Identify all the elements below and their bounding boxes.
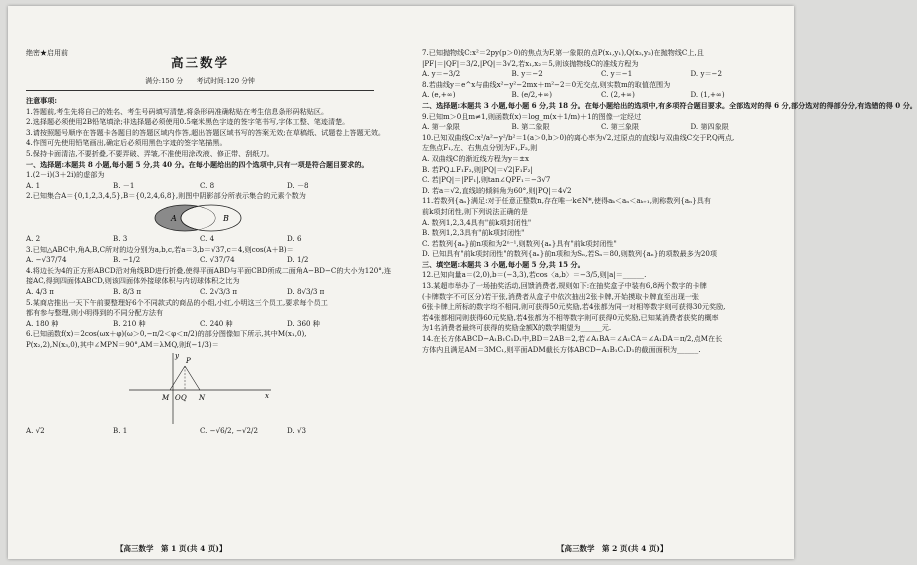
- options-row: [26, 181, 374, 192]
- option: A. √2: [26, 426, 45, 436]
- option: D. 360 种: [287, 318, 320, 328]
- question-stem: 14.在长方体ABCD−A₁B₁C₁D₁中,BD＝2AB＝2,若∠A₁BA＝∠A₁CA＝∠A₁DA＝π/2,点M在长: [422, 334, 723, 344]
- option: D. 6: [287, 233, 302, 243]
- option: D. 8√3/3 π: [287, 286, 325, 296]
- question-stem: P(x₂,2),N(x₃,0),其中∠MPN＝90°,AM＝λMQ,则f(−1/3)＝: [26, 339, 219, 349]
- option: C. 若|PQ|＝|PF₁|,则tan∠QPF₁＝−3√7: [422, 175, 551, 185]
- question: [422, 334, 780, 355]
- question-stem: (卡牌数字不可区分)若干张,消费者从盒子中依次抽出2张卡牌,开始摸取卡牌直至出现一张: [422, 291, 700, 301]
- options-row: [26, 319, 374, 330]
- notice-item: 5.保持卡面清洁,不要折叠,不要弄破、弄皱,不准使用涂改液、修正带、刮纸刀。: [26, 148, 274, 158]
- graph-label: N: [199, 394, 206, 403]
- option: A. y＝−3/2: [422, 69, 461, 79]
- question-stem: 4.将边长为4的正方形ABCD沿对角线BD进行折叠,使得平面ABD与平面CBD所成二面角A−BD−C的大小为120°,连: [26, 265, 392, 275]
- question-stem: 都有参与整理,则小明得到的不同分配方法有: [26, 308, 164, 318]
- options-row: [26, 287, 374, 298]
- question-stem: 若4张都相同则获得60元奖励,若4张都为不相等数字则可获得0元奖励,已知某消费者获奖的概率: [422, 312, 719, 322]
- option: C. 240 种: [200, 318, 233, 328]
- option: D. 若a＝√2,直线l的倾斜角为60°,则|PQ|＝4√2: [422, 185, 572, 195]
- question: [26, 298, 374, 330]
- question: [26, 329, 374, 437]
- exam-title: 高三数学: [170, 55, 229, 70]
- question: [26, 245, 374, 266]
- option: B. －1: [113, 180, 135, 190]
- question-stem: 5.某商店推出一天下午前要整理好6个不同款式的商品的小组,小红,小明这三个员工,要求每个员工: [26, 297, 328, 307]
- option: B. (e/2,+∞): [511, 90, 552, 100]
- section-heading: 二、选择题:本题共 3 小题,每小题 6 分,共 18 分。在每小题给出的选项中,有多项符合题目要求。全部选对的得 6 分,部分选对的得部分分,有选错的得 0 分。: [422, 100, 917, 110]
- option: C. √37/74: [200, 255, 235, 265]
- graph-label: P: [186, 357, 191, 366]
- option: D. －8: [287, 180, 309, 190]
- exam-meta: 满分:150 分 考试时间:120 分钟: [145, 77, 255, 85]
- option: A. (e,+∞): [422, 90, 456, 100]
- section-one-heading: 一、选择题:本题共 8 小题,每小题 5 分,共 40 分。在每小题给出的四个选项中,只有一项是符合题目要求的。: [26, 159, 369, 169]
- question: [26, 170, 374, 191]
- question-stem: 方体内且满足AM＝3MC₁,则平面ADM截长方体ABCD−A₁B₁C₁D₁的截面面积为______.: [422, 344, 701, 354]
- option: A. 4/3 π: [26, 286, 54, 296]
- option: D. (1,+∞): [690, 90, 725, 100]
- question: [422, 270, 780, 281]
- question-stem: 前k项封闭性,则下列说法正确的是: [422, 206, 528, 216]
- question-stem: 左焦点F₁,左、右焦点分别为F₁,F₂,则: [422, 143, 538, 153]
- option: B. 3: [113, 233, 128, 243]
- venn-label-b: B: [223, 213, 229, 223]
- option: B. 数列1,2,3具有"前k项封闭性": [422, 228, 525, 238]
- graph-figure: [26, 350, 374, 426]
- question-stem: 10.已知双曲线C:x²/a²−y²/b²＝1(a＞0,b＞0)的离心率为√2,过原点的直线l与双曲线C交于P,Q两点,: [422, 132, 735, 142]
- left-page: [26, 6, 392, 559]
- question-stem: 6张卡牌上所标的数字均不相同,则可获得50元奖励,若4张都为同一对相等数字则可获得30元奖励,: [422, 302, 726, 312]
- question-stem: 7.已知抛物线C:x²＝2py(p＞0)的焦点为F,第一象限的点P(x₁,y₁),Q(x₂,y₂)在抛物线C上,且: [422, 48, 704, 57]
- question-stem: 8.若曲线y＝e^x与曲线x²−y²−2mx＋m²−2＝0无交点,则实数m的取值范围为: [422, 79, 671, 89]
- right-questions: [422, 48, 917, 355]
- option: A. 180 种: [26, 318, 59, 328]
- header-rule: [26, 90, 374, 91]
- question: [422, 112, 780, 133]
- option: C. −√6/2, −√2/2: [200, 426, 258, 436]
- option: B. 210 种: [113, 318, 146, 328]
- question-stem: 3.已知△ABC中,角A,B,C所对的边分别为a,b,c,若a＝3,b＝√37,c＝4,则cos(A＋B)＝: [26, 244, 294, 254]
- question-stem: 6.已知函数f(x)＝2cos(ωx＋φ)(ω＞0,−π/2＜φ＜π/2)的部分图像如下所示,其中M(x₁,0),: [26, 329, 307, 339]
- option: A. 双曲线C的渐近线方程为y＝±x: [422, 153, 530, 163]
- option: B. 第二象限: [511, 122, 550, 132]
- options-row: [422, 69, 780, 80]
- question: [422, 196, 780, 260]
- notice-item: 3.请按照题号顺序在答题卡各题目的答题区域内作答,超出答题区域书写的答案无效;在草稿纸、试题卷上答题无效。: [26, 127, 386, 137]
- option: C. 8: [200, 180, 215, 190]
- question: [422, 48, 780, 80]
- question-stem: 9.已知m＞0且m≠1,则函数f(x)＝log_m(x＋1/m)＋1的图像一定经过: [422, 111, 642, 121]
- question-stem: 11.若数列{aₙ}满足:对于任意正整数n,存在唯一k∈N*,使得aₖ＜aₙ＜aₖ₊₁,则称数列{aₙ}具有: [422, 196, 711, 206]
- option: B. 8/3 π: [113, 286, 142, 296]
- option: C. 2√3/3 π: [200, 286, 238, 296]
- option: C. 第三象限: [601, 122, 640, 132]
- question: [422, 133, 780, 197]
- options-row: [26, 255, 374, 266]
- option: C. 4: [200, 233, 215, 243]
- segment-pn: [185, 366, 200, 390]
- cosine-graph: [125, 350, 275, 426]
- notice-list: [26, 106, 386, 160]
- option: D. 已知具有"前k项封闭性"的数列{aₙ}前n项和为Sₙ,若Sₙ＝80,则数列{aₙ}的项数最多为20项: [422, 249, 718, 259]
- right-page: [422, 6, 917, 559]
- option: B. −1/2: [113, 255, 141, 265]
- page-footer-right: 【高三数学 第 2 页(共 4 页)】: [557, 544, 668, 553]
- option: B. 1: [113, 426, 128, 436]
- option: D. 1/2: [287, 255, 309, 265]
- options-row: [422, 122, 780, 133]
- option: C. (2,+∞): [601, 90, 635, 100]
- question: [26, 191, 374, 244]
- question: [422, 281, 780, 334]
- question-stem: 13.某超市举办了一场抽奖活动,回馈消费者,规则如下:在抽奖盒子中装有6,8两个数字的卡牌: [422, 281, 707, 291]
- options-row: [26, 426, 374, 437]
- option: A. 1: [26, 180, 41, 190]
- graph-label: y: [175, 352, 179, 361]
- question: [26, 265, 392, 298]
- question-stem: 为1名消费者最终可获得的奖励金额X的数学期望为______元.: [422, 323, 612, 333]
- secret-mark: 绝密★启用前: [26, 49, 68, 57]
- option: D. √3: [287, 426, 306, 436]
- option: C. y＝−1: [601, 69, 633, 79]
- question-stem: 12.已知向量a＝(2,0),b＝(−3,3),若cos〈a,b〉＝−3/5,则|a|＝______.: [422, 270, 647, 280]
- option: C. 若数列{aₙ}前n项和为2ⁿ⁻¹,则数列{aₙ}具有"前k项封闭性": [422, 238, 617, 248]
- graph-label: O: [175, 394, 181, 403]
- notice-heading: 注意事项:: [26, 96, 57, 105]
- question-stem: 接AC,得到四面体ABCD,则该四面体外接球体积与内切球体积之比为: [26, 276, 240, 286]
- section-heading: 三、填空题:本题共 3 小题,每小题 5 分,共 15 分。: [422, 259, 585, 269]
- graph-label: Q: [181, 394, 187, 403]
- graph-label: x: [265, 392, 269, 401]
- question-stem: 2.已知集合A＝{0,1,2,3,4,5},B＝{0,2,4,6,8},则图中阴影部分所表示集合的元素个数为: [26, 191, 306, 201]
- option: A. 第一象限: [422, 122, 461, 132]
- option: D. 第四象限: [690, 122, 729, 132]
- option: B. 若PQ⊥F₁F₂,则|PQ|＝√2|F₁F₂|: [422, 164, 533, 174]
- left-content: [26, 96, 392, 437]
- options-row: [422, 90, 780, 101]
- notice-item: 4.作图可先使用铅笔画出,确定后必须用黑色字迹的签字笔描黑。: [26, 138, 227, 148]
- segment-mp: [170, 366, 185, 390]
- option: B. y＝−2: [511, 69, 543, 79]
- left-questions: [26, 170, 392, 437]
- option: A. 数列1,2,3,4具有"前k项封闭性": [422, 217, 532, 227]
- venn-diagram: [145, 203, 255, 233]
- question: [422, 80, 780, 101]
- option: A. −√37/74: [26, 255, 67, 265]
- notice-item: 1.答题前,考生先将自己的姓名、考生号码填写清楚,将条形码准确粘贴在考生信息条形码粘贴区。: [26, 106, 329, 116]
- option: D. y＝−2: [690, 69, 723, 79]
- options-row: [26, 234, 374, 245]
- venn-figure: [26, 203, 374, 233]
- question-stem: |PF|＝|QF|＝3/2,|PQ|＝3√2,若x₁,x₂＝5,则该抛物线C的准线方程为: [422, 58, 639, 68]
- notice-item: 2.选择题必须使用2B铅笔填涂;非选择题必须使用0.5毫米黑色字迹的签字笔书写,字体工整、笔迹清楚。: [26, 117, 350, 127]
- venn-label-a: A: [171, 213, 177, 223]
- question-stem: 1.(2－i)(3＋2i)的虚部为: [26, 170, 105, 180]
- exam-sheet: [8, 6, 917, 559]
- page-footer-left: 【高三数学 第 1 页(共 4 页)】: [116, 544, 227, 553]
- option: A. 2: [26, 233, 41, 243]
- graph-label: M: [162, 394, 170, 403]
